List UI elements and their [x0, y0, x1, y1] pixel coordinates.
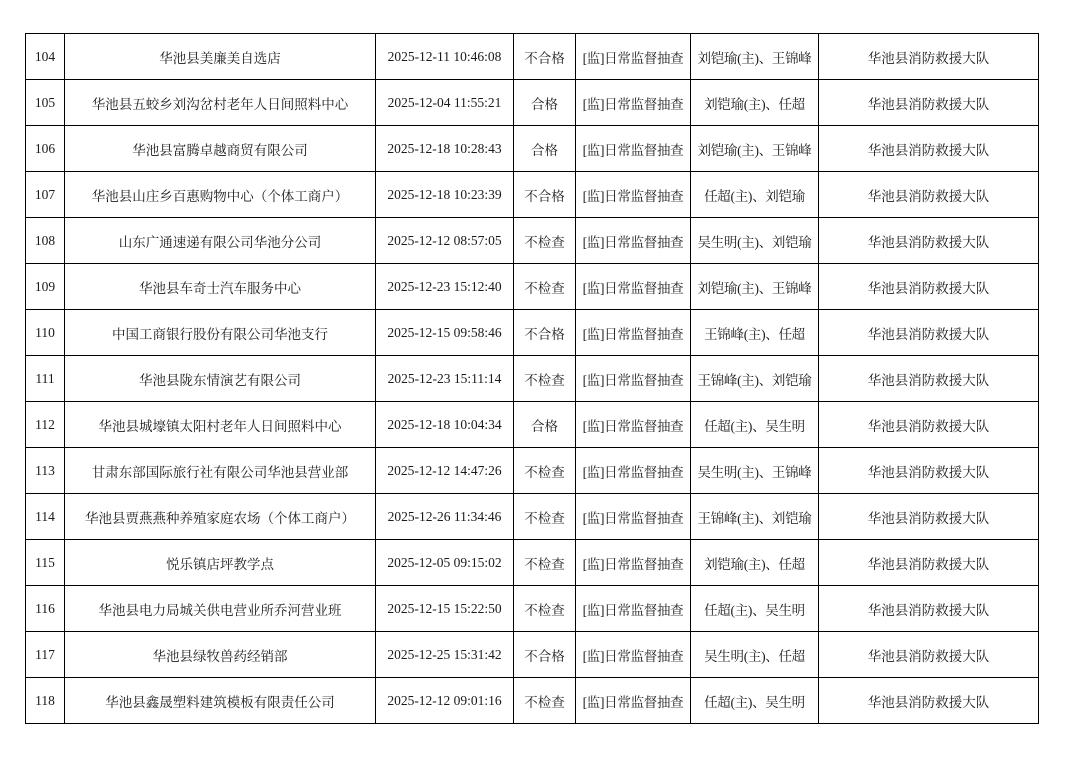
- inspectors: 吴生明(主)、王锦峰: [691, 448, 819, 494]
- inspection-type: [监]日常监督抽查: [576, 540, 691, 586]
- row-number: 108: [26, 218, 65, 264]
- row-number: 116: [26, 586, 65, 632]
- table-row: [26, 356, 1039, 402]
- row-number: 107: [26, 172, 65, 218]
- inspectors: 刘铠瑜(主)、王锦峰: [691, 34, 819, 80]
- inspectors: 王锦峰(主)、任超: [691, 310, 819, 356]
- inspection-result: 合格: [514, 402, 576, 448]
- department: 华池县消防救援大队: [819, 540, 1039, 586]
- inspection-type: [监]日常监督抽查: [576, 448, 691, 494]
- inspection-result: 不检查: [514, 586, 576, 632]
- inspection-time: 2025-12-23 15:11:14: [376, 356, 514, 402]
- inspection-type: [监]日常监督抽查: [576, 126, 691, 172]
- department: 华池县消防救援大队: [819, 126, 1039, 172]
- department: 华池县消防救援大队: [819, 356, 1039, 402]
- inspection-time: 2025-12-12 08:57:05: [376, 218, 514, 264]
- unit-name: 华池县绿牧兽药经销部: [65, 632, 376, 678]
- table-row: [26, 632, 1039, 678]
- inspection-type: [监]日常监督抽查: [576, 310, 691, 356]
- unit-name: 华池县五蛟乡刘沟岔村老年人日间照料中心: [65, 80, 376, 126]
- table-row: [26, 126, 1039, 172]
- row-number: 115: [26, 540, 65, 586]
- inspectors: 王锦峰(主)、刘铠瑜: [691, 356, 819, 402]
- inspectors: 任超(主)、吴生明: [691, 402, 819, 448]
- department: 华池县消防救援大队: [819, 34, 1039, 80]
- table-row: [26, 218, 1039, 264]
- unit-name: 华池县城壕镇太阳村老年人日间照料中心: [65, 402, 376, 448]
- department: 华池县消防救援大队: [819, 494, 1039, 540]
- table-row: [26, 448, 1039, 494]
- department: 华池县消防救援大队: [819, 172, 1039, 218]
- row-number: 114: [26, 494, 65, 540]
- unit-name: 华池县鑫晟塑料建筑模板有限责任公司: [65, 678, 376, 724]
- department: 华池县消防救援大队: [819, 632, 1039, 678]
- unit-name: 悦乐镇店坪教学点: [65, 540, 376, 586]
- table-row: [26, 172, 1039, 218]
- inspection-result: 不合格: [514, 172, 576, 218]
- table-row: [26, 310, 1039, 356]
- inspectors: 刘铠瑜(主)、任超: [691, 80, 819, 126]
- inspection-result: 不合格: [514, 310, 576, 356]
- department: 华池县消防救援大队: [819, 678, 1039, 724]
- department: 华池县消防救援大队: [819, 586, 1039, 632]
- inspection-type: [监]日常监督抽查: [576, 172, 691, 218]
- inspection-type: [监]日常监督抽查: [576, 632, 691, 678]
- inspection-time: 2025-12-18 10:23:39: [376, 172, 514, 218]
- unit-name: 华池县富腾卓越商贸有限公司: [65, 126, 376, 172]
- inspectors: 任超(主)、吴生明: [691, 586, 819, 632]
- inspection-type: [监]日常监督抽查: [576, 678, 691, 724]
- inspection-result: 不检查: [514, 356, 576, 402]
- inspection-result: 不检查: [514, 264, 576, 310]
- department: 华池县消防救援大队: [819, 448, 1039, 494]
- inspection-time: 2025-12-18 10:04:34: [376, 402, 514, 448]
- inspection-type: [监]日常监督抽查: [576, 34, 691, 80]
- inspection-time: 2025-12-11 10:46:08: [376, 34, 514, 80]
- inspection-time: 2025-12-05 09:15:02: [376, 540, 514, 586]
- table-row: [26, 586, 1039, 632]
- unit-name: 华池县陇东情演艺有限公司: [65, 356, 376, 402]
- inspection-result: 不合格: [514, 34, 576, 80]
- inspectors: 王锦峰(主)、刘铠瑜: [691, 494, 819, 540]
- row-number: 109: [26, 264, 65, 310]
- inspection-type: [监]日常监督抽查: [576, 80, 691, 126]
- inspection-type: [监]日常监督抽查: [576, 586, 691, 632]
- inspectors: 任超(主)、刘铠瑜: [691, 172, 819, 218]
- inspection-time: 2025-12-04 11:55:21: [376, 80, 514, 126]
- inspection-time: 2025-12-25 15:31:42: [376, 632, 514, 678]
- table-row: [26, 678, 1039, 724]
- inspection-type: [监]日常监督抽查: [576, 218, 691, 264]
- row-number: 118: [26, 678, 65, 724]
- row-number: 104: [26, 34, 65, 80]
- row-number: 111: [26, 356, 65, 402]
- department: 华池县消防救援大队: [819, 264, 1039, 310]
- inspectors: 吴生明(主)、刘铠瑜: [691, 218, 819, 264]
- unit-name: 华池县山庄乡百惠购物中心（个体工商户）: [65, 172, 376, 218]
- inspection-time: 2025-12-23 15:12:40: [376, 264, 514, 310]
- unit-name: 山东广通速递有限公司华池分公司: [65, 218, 376, 264]
- row-number: 106: [26, 126, 65, 172]
- table-row: [26, 34, 1039, 80]
- unit-name: 华池县车奇士汽车服务中心: [65, 264, 376, 310]
- row-number: 117: [26, 632, 65, 678]
- unit-name: 甘肃东部国际旅行社有限公司华池县营业部: [65, 448, 376, 494]
- department: 华池县消防救援大队: [819, 402, 1039, 448]
- table-row: [26, 494, 1039, 540]
- inspectors: 刘铠瑜(主)、王锦峰: [691, 264, 819, 310]
- inspectors: 刘铠瑜(主)、任超: [691, 540, 819, 586]
- inspection-type: [监]日常监督抽查: [576, 402, 691, 448]
- inspection-result: 不检查: [514, 494, 576, 540]
- row-number: 110: [26, 310, 65, 356]
- inspectors: 刘铠瑜(主)、王锦峰: [691, 126, 819, 172]
- department: 华池县消防救援大队: [819, 218, 1039, 264]
- unit-name: 华池县美廉美自选店: [65, 34, 376, 80]
- unit-name: 华池县贾燕燕种养殖家庭农场（个体工商户）: [65, 494, 376, 540]
- inspection-result: 合格: [514, 80, 576, 126]
- table-row: [26, 264, 1039, 310]
- inspectors: 任超(主)、吴生明: [691, 678, 819, 724]
- table-row: [26, 402, 1039, 448]
- inspection-result: 不检查: [514, 218, 576, 264]
- inspection-time: 2025-12-12 09:01:16: [376, 678, 514, 724]
- inspection-time: 2025-12-18 10:28:43: [376, 126, 514, 172]
- inspection-time: 2025-12-26 11:34:46: [376, 494, 514, 540]
- inspection-time: 2025-12-12 14:47:26: [376, 448, 514, 494]
- department: 华池县消防救援大队: [819, 310, 1039, 356]
- inspection-result: 合格: [514, 126, 576, 172]
- inspection-type: [监]日常监督抽查: [576, 356, 691, 402]
- inspection-records-table: [25, 33, 1039, 724]
- table-row: [26, 80, 1039, 126]
- unit-name: 中国工商银行股份有限公司华池支行: [65, 310, 376, 356]
- inspection-time: 2025-12-15 09:58:46: [376, 310, 514, 356]
- inspection-time: 2025-12-15 15:22:50: [376, 586, 514, 632]
- row-number: 105: [26, 80, 65, 126]
- inspection-result: 不检查: [514, 678, 576, 724]
- inspection-result: 不检查: [514, 448, 576, 494]
- row-number: 112: [26, 402, 65, 448]
- inspection-type: [监]日常监督抽查: [576, 494, 691, 540]
- row-number: 113: [26, 448, 65, 494]
- unit-name: 华池县电力局城关供电营业所乔河营业班: [65, 586, 376, 632]
- table-row: [26, 540, 1039, 586]
- inspection-result: 不合格: [514, 632, 576, 678]
- inspection-result: 不检查: [514, 540, 576, 586]
- inspectors: 吴生明(主)、任超: [691, 632, 819, 678]
- inspection-type: [监]日常监督抽查: [576, 264, 691, 310]
- department: 华池县消防救援大队: [819, 80, 1039, 126]
